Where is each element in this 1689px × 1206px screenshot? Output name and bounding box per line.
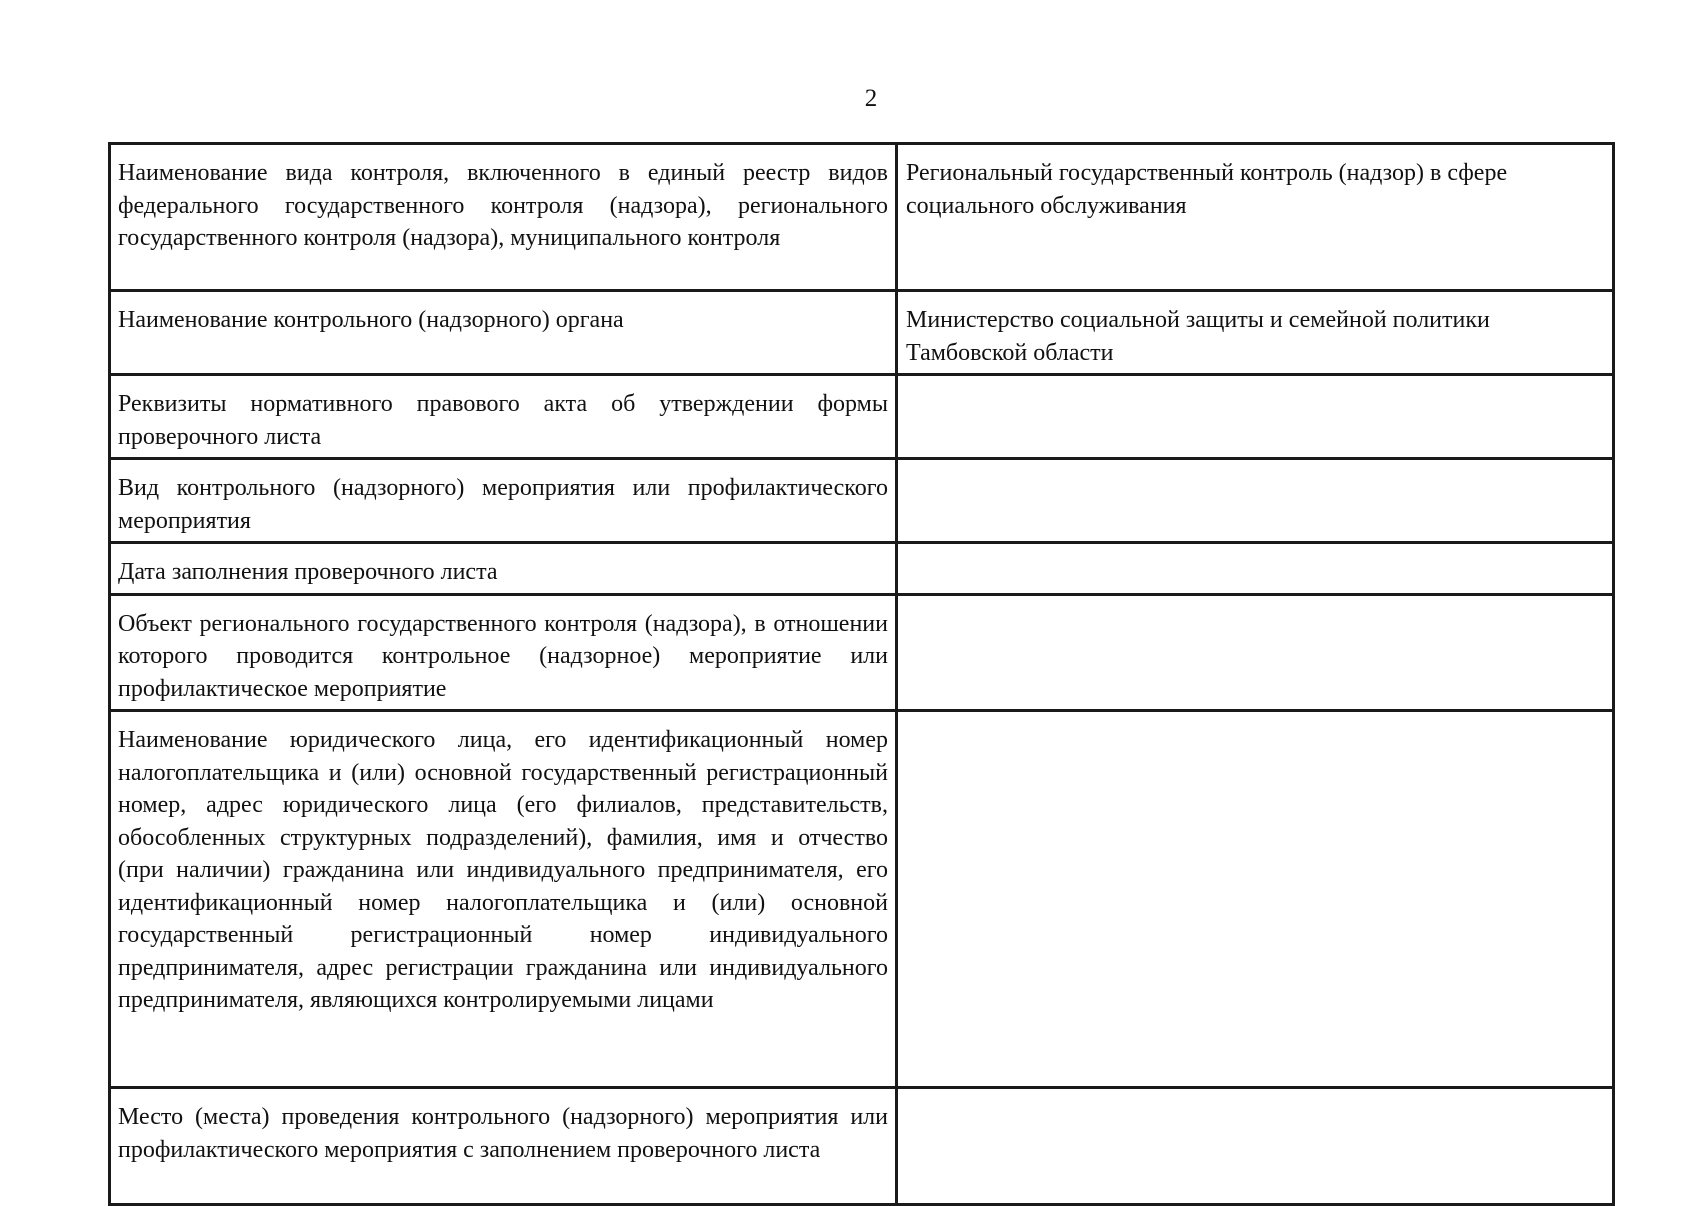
row-value: Региональный государственный контроль (надзор) в сфере социального обслуживания [897, 144, 1614, 291]
row-label: Вид контрольного (надзорного) мероприятия или профилактического мероприятия [110, 459, 897, 543]
row-value-empty [897, 594, 1614, 711]
table-row [110, 1088, 1614, 1205]
table-row [110, 594, 1614, 711]
row-value-empty [897, 375, 1614, 459]
row-label: Объект регионального государственного контроля (надзора), в отношении которого проводится контрольное (надзорное) мероприятие или профилактическое мероприятие [110, 594, 897, 711]
page-number: 2 [864, 85, 878, 112]
row-label: Реквизиты нормативного правового акта об утверждении формы проверочного листа [110, 375, 897, 459]
table-row [110, 144, 1614, 291]
table-row [110, 459, 1614, 543]
row-value-empty [897, 543, 1614, 595]
table-row [110, 375, 1614, 459]
row-label: Наименование контрольного (надзорного) органа [110, 291, 897, 375]
row-value-empty [897, 1088, 1614, 1205]
row-label: Наименование вида контроля, включенного в единый реестр видов федерального государственного контроля (надзора), регионального государственного контроля (надзора), муниципального контроля [110, 144, 897, 291]
row-label: Место (места) проведения контрольного (надзорного) мероприятия или профилактического мероприятия с заполнением проверочного листа [110, 1088, 897, 1205]
row-value: Министерство социальной защиты и семейной политики Тамбовской области [897, 291, 1614, 375]
row-label: Наименование юридического лица, его идентификационный номер налогоплательщика и (или) основной государственный регистрационный номер, адрес юридического лица (его филиалов, представительств, обособленных структурных подразделений), фамилия, имя и отчество (при наличии) гражданина или индивидуального предпринимателя, его идентификационный номер налогоплательщика и (или) основной государственный регистрационный номер индивидуального предпринимателя, адрес регистрации гражданина или индивидуального предпринимателя, являющихся контролируемыми лицами [110, 711, 897, 1088]
row-label: Дата заполнения проверочного листа [110, 543, 897, 595]
row-value-empty [897, 459, 1614, 543]
row-value-empty [897, 711, 1614, 1088]
table-row [110, 711, 1614, 1088]
table-row [110, 543, 1614, 595]
checklist-form-table [108, 142, 1615, 1206]
table-row [110, 291, 1614, 375]
